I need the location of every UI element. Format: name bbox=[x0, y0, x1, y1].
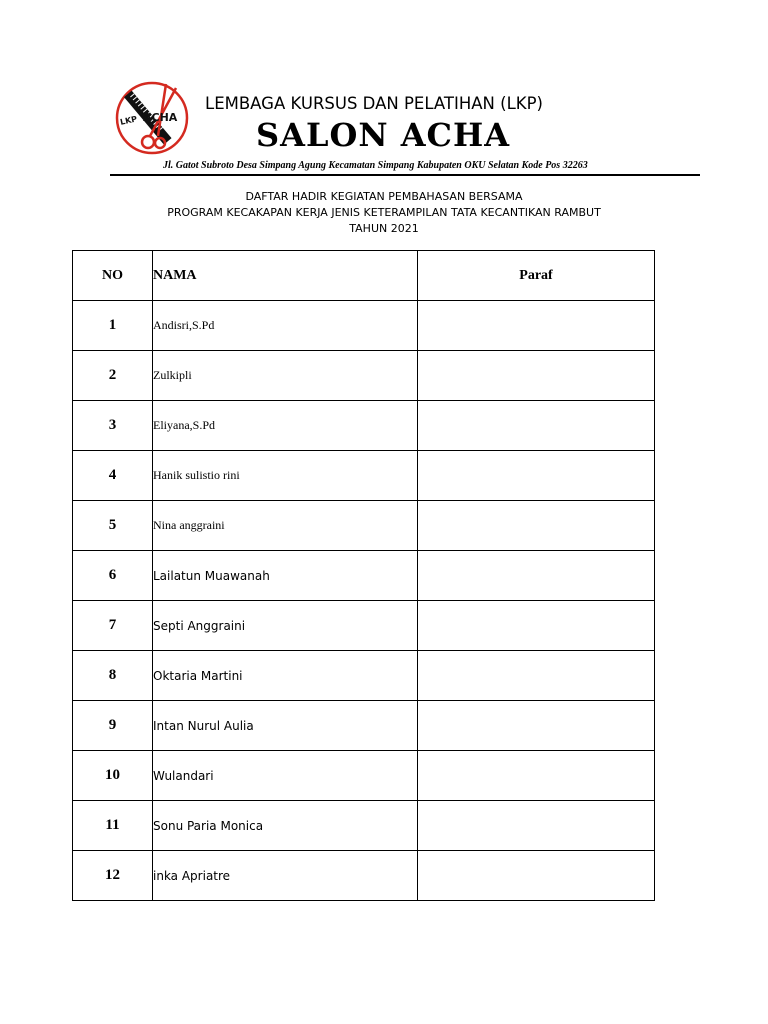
participant-name: Andisri,S.Pd bbox=[153, 301, 418, 351]
salon-name: SALON ACHA bbox=[256, 116, 511, 154]
participant-name: Wulandari bbox=[153, 751, 418, 801]
row-number: 9 bbox=[73, 701, 153, 751]
signature-cell[interactable] bbox=[418, 751, 655, 801]
row-number: 10 bbox=[73, 751, 153, 801]
row-number: 7 bbox=[73, 601, 153, 651]
header-paraf: Paraf bbox=[418, 251, 655, 301]
table-row bbox=[73, 601, 655, 651]
salon-logo bbox=[114, 80, 190, 156]
org-line: LEMBAGA KURSUS DAN PELATIHAN (LKP) bbox=[205, 94, 543, 113]
table-row bbox=[73, 501, 655, 551]
scissors-comb-logo-icon bbox=[114, 80, 190, 156]
table-row bbox=[73, 301, 655, 351]
row-number: 11 bbox=[73, 801, 153, 851]
row-number: 4 bbox=[73, 451, 153, 501]
header-name: NAMA bbox=[153, 251, 418, 301]
svg-text:LKP: LKP bbox=[119, 114, 138, 127]
participant-name: Zulkipli bbox=[153, 351, 418, 401]
participant-name: Nina anggraini bbox=[153, 501, 418, 551]
participant-name: Intan Nurul Aulia bbox=[153, 701, 418, 751]
row-number: 8 bbox=[73, 651, 153, 701]
attendance-table bbox=[72, 250, 655, 901]
title-line-1: DAFTAR HADIR KEGIATAN PEMBAHASAN BERSAMA bbox=[245, 190, 523, 203]
document-title bbox=[0, 189, 768, 237]
row-number: 5 bbox=[73, 501, 153, 551]
signature-cell[interactable] bbox=[418, 801, 655, 851]
table-header-row bbox=[73, 251, 655, 301]
signature-cell[interactable] bbox=[418, 601, 655, 651]
header-rule bbox=[110, 174, 700, 176]
table-row bbox=[73, 701, 655, 751]
signature-cell[interactable] bbox=[418, 351, 655, 401]
participant-name: Sonu Paria Monica bbox=[153, 801, 418, 851]
row-number: 6 bbox=[73, 551, 153, 601]
table-row bbox=[73, 651, 655, 701]
header-no: NO bbox=[73, 251, 153, 301]
participant-name: inka Apriatre bbox=[153, 851, 418, 901]
row-number: 3 bbox=[73, 401, 153, 451]
title-line-3: TAHUN 2021 bbox=[349, 222, 419, 235]
signature-cell[interactable] bbox=[418, 551, 655, 601]
participant-name: Eliyana,S.Pd bbox=[153, 401, 418, 451]
participant-name: Oktaria Martini bbox=[153, 651, 418, 701]
address: Jl. Gatot Subroto Desa Simpang Agung Kecamatan Simpang Kabupaten OKU Selatan Kode Pos 32263 bbox=[163, 160, 588, 171]
table-row bbox=[73, 401, 655, 451]
table-row bbox=[73, 551, 655, 601]
participant-name: Lailatun Muawanah bbox=[153, 551, 418, 601]
row-number: 1 bbox=[73, 301, 153, 351]
table-row bbox=[73, 801, 655, 851]
table-row bbox=[73, 351, 655, 401]
signature-cell[interactable] bbox=[418, 851, 655, 901]
svg-text:ACHA: ACHA bbox=[143, 111, 178, 124]
participant-name: Hanik sulistio rini bbox=[153, 451, 418, 501]
table-row bbox=[73, 451, 655, 501]
row-number: 12 bbox=[73, 851, 153, 901]
table-row bbox=[73, 851, 655, 901]
table-row bbox=[73, 751, 655, 801]
row-number: 2 bbox=[73, 351, 153, 401]
signature-cell[interactable] bbox=[418, 301, 655, 351]
signature-cell[interactable] bbox=[418, 451, 655, 501]
signature-cell[interactable] bbox=[418, 501, 655, 551]
signature-cell[interactable] bbox=[418, 701, 655, 751]
signature-cell[interactable] bbox=[418, 401, 655, 451]
title-line-2: PROGRAM KECAKAPAN KERJA JENIS KETERAMPILAN TATA KECANTIKAN RAMBUT bbox=[167, 206, 601, 219]
signature-cell[interactable] bbox=[418, 651, 655, 701]
participant-name: Septi Anggraini bbox=[153, 601, 418, 651]
